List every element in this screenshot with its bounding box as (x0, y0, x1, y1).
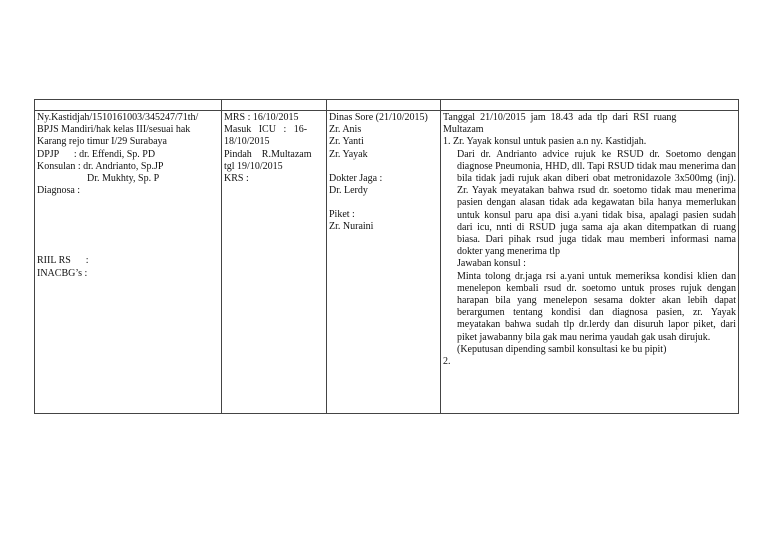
masuk-icu-date-cont: 18/10/2015 (224, 136, 270, 148)
patient-record-table (34, 99, 739, 414)
inacbg-label: INACBG’s : (37, 267, 88, 279)
note-item-1-body: Dari dr. Andrianto advice rujuk ke RSUD dr. Soetomo dengan diagnose Pneumonia, HHD, dll. Tapi RSUD tidak mau menerima dan bila tidak jadi rujuk akan diberi obat metronidazole 3x500mg (inj). Zr. Yayak meyatakan bahwa rsud dr. soetomo tidak mau menerima pasien dengan alasan tidak ada kegawatan bila hanya memerlukan untuk konsul paru apa disi a.yani tidak bisa, apalagi pasien sudah dari icu, nnti di RSUD juga sama aja akan ditempatkan di ruang biasa. Dari pihak rsud juga tidak mau memberi informasi nama dokter yang menerima tlp (457, 148, 736, 258)
note-item-2: 2. (443, 356, 451, 368)
dokter-jaga-label: Dokter Jaga : (329, 172, 383, 184)
pindah-room: Pindah R.Multazam (224, 148, 312, 160)
spacer (329, 197, 438, 209)
nurse-name: Zr. Yayak (329, 148, 368, 160)
note-header-cont: Multazam (443, 124, 484, 136)
header-cell-4 (441, 100, 739, 111)
masuk-icu-date: Masuk ICU : 16- (224, 124, 308, 136)
riil-rs-label: RIIL RS : (37, 255, 89, 267)
admission-dates-cell (222, 111, 327, 414)
patient-identity-cell (35, 111, 222, 414)
table-main-row (35, 111, 739, 414)
nurse-name: Zr. Anis (329, 124, 362, 136)
header-cell-1 (35, 100, 222, 111)
table-header-row (35, 100, 739, 111)
patient-address-line: Karang rejo timur I/29 Surabaya (37, 136, 167, 148)
konsulan-second-doctor: Dr. Mukhty, Sp. P (87, 173, 160, 185)
note-header: Tanggal 21/10/2015 jam 18.43 ada tlp dari RSI ruang (443, 112, 677, 123)
dpjp-line: DPJP : dr. Effendi, Sp. PD (37, 148, 156, 160)
mrs-date: MRS : 16/10/2015 (224, 112, 299, 123)
spacer (37, 197, 219, 255)
note-item-1-title: 1. Zr. Yayak konsul untuk pasien a.n ny. Kastidjah. (443, 136, 647, 148)
diagnosa-label: Diagnosa : (37, 185, 81, 197)
header-cell-3 (327, 100, 441, 111)
patient-id-line: Ny.Kastidjah/1510161003/345247/71th/ (37, 112, 199, 123)
krs-label: KRS : (224, 173, 249, 185)
piket-name: Zr. Nuraini (329, 221, 374, 233)
nurse-name: Zr. Yanti (329, 136, 364, 148)
staff-cell (327, 111, 441, 414)
konsulan-line: Konsulan : dr. Andrianto, Sp.JP (37, 160, 164, 172)
keputusan-note: (Keputusan dipending sambil konsultasi ke bu pipit) (457, 343, 667, 355)
patient-insurance-line: BPJS Mandiri/hak kelas III/sesuai hak (37, 124, 191, 136)
pindah-date: tgl 19/10/2015 (224, 160, 283, 172)
dokter-jaga-name: Dr. Lerdy (329, 185, 368, 197)
dinas-shift: Dinas Sore (21/10/2015) (329, 112, 428, 123)
piket-label: Piket : (329, 209, 355, 221)
jawaban-konsul-body: Minta tolong dr.jaga rsi a.yani untuk memeriksa kondisi klien dan menelepon kembali rsud dr. soetomo untuk proses rujuk dengan harapan bila yang menelepon sesama dokter akan lebih dapat berargumen tentang kondisi dan diagnosa pasien, zr. Yayak meyatakan bahwa sudah tlp dr.lerdy dan disuruh lapor piket, dari piket jawabanny bila gak mau nerima yaudah gak usah dirujuk. (457, 270, 736, 343)
jawaban-konsul-label: Jawaban konsul : (457, 258, 526, 270)
spacer (329, 161, 438, 173)
header-cell-2 (222, 100, 327, 111)
progress-notes-cell (441, 111, 739, 414)
